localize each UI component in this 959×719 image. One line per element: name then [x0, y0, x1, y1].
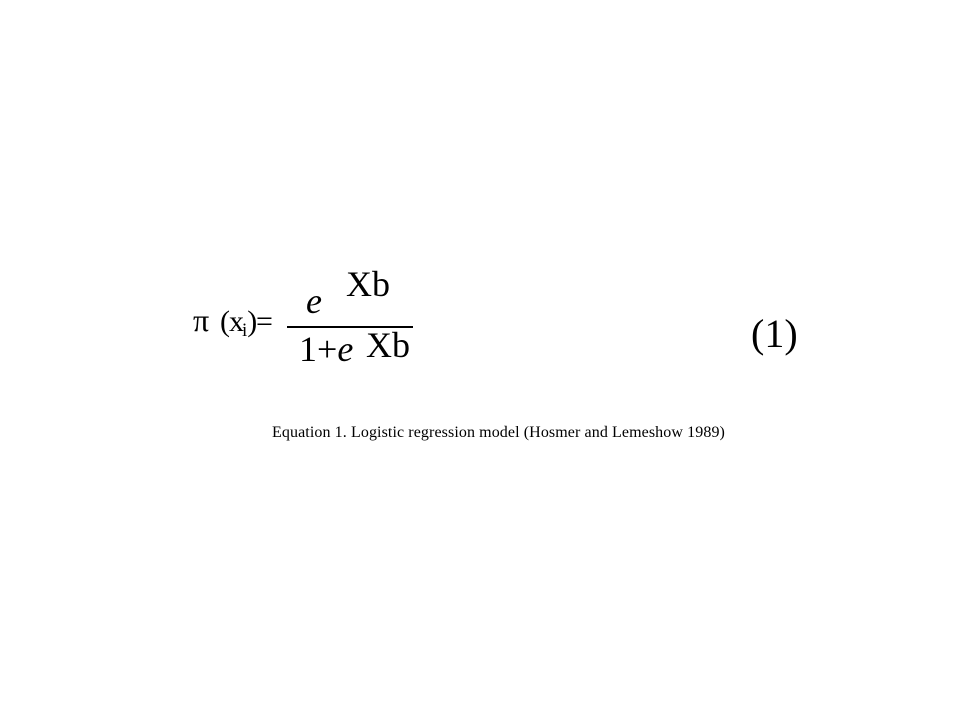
numerator-base-e: e — [306, 281, 322, 321]
equation-number: (1) — [751, 311, 798, 356]
equation-caption: Equation 1. Logistic regression model (Hosmer and Lemeshow 1989) — [272, 424, 725, 441]
function-argument — [220, 307, 256, 340]
denominator-one-plus: 1+ — [299, 329, 338, 369]
pi-symbol: π — [193, 302, 210, 338]
equals-sign: = — [256, 305, 273, 338]
numerator-exponent: Xb — [346, 264, 390, 304]
denominator-exponent: Xb — [366, 325, 410, 365]
argument-subscript: i — [242, 320, 248, 341]
denominator-base-e: e — [337, 329, 354, 369]
argument-open-paren-x: (x — [220, 305, 243, 338]
argument-close-paren: ) — [247, 305, 257, 338]
denominator-expression — [299, 331, 353, 367]
